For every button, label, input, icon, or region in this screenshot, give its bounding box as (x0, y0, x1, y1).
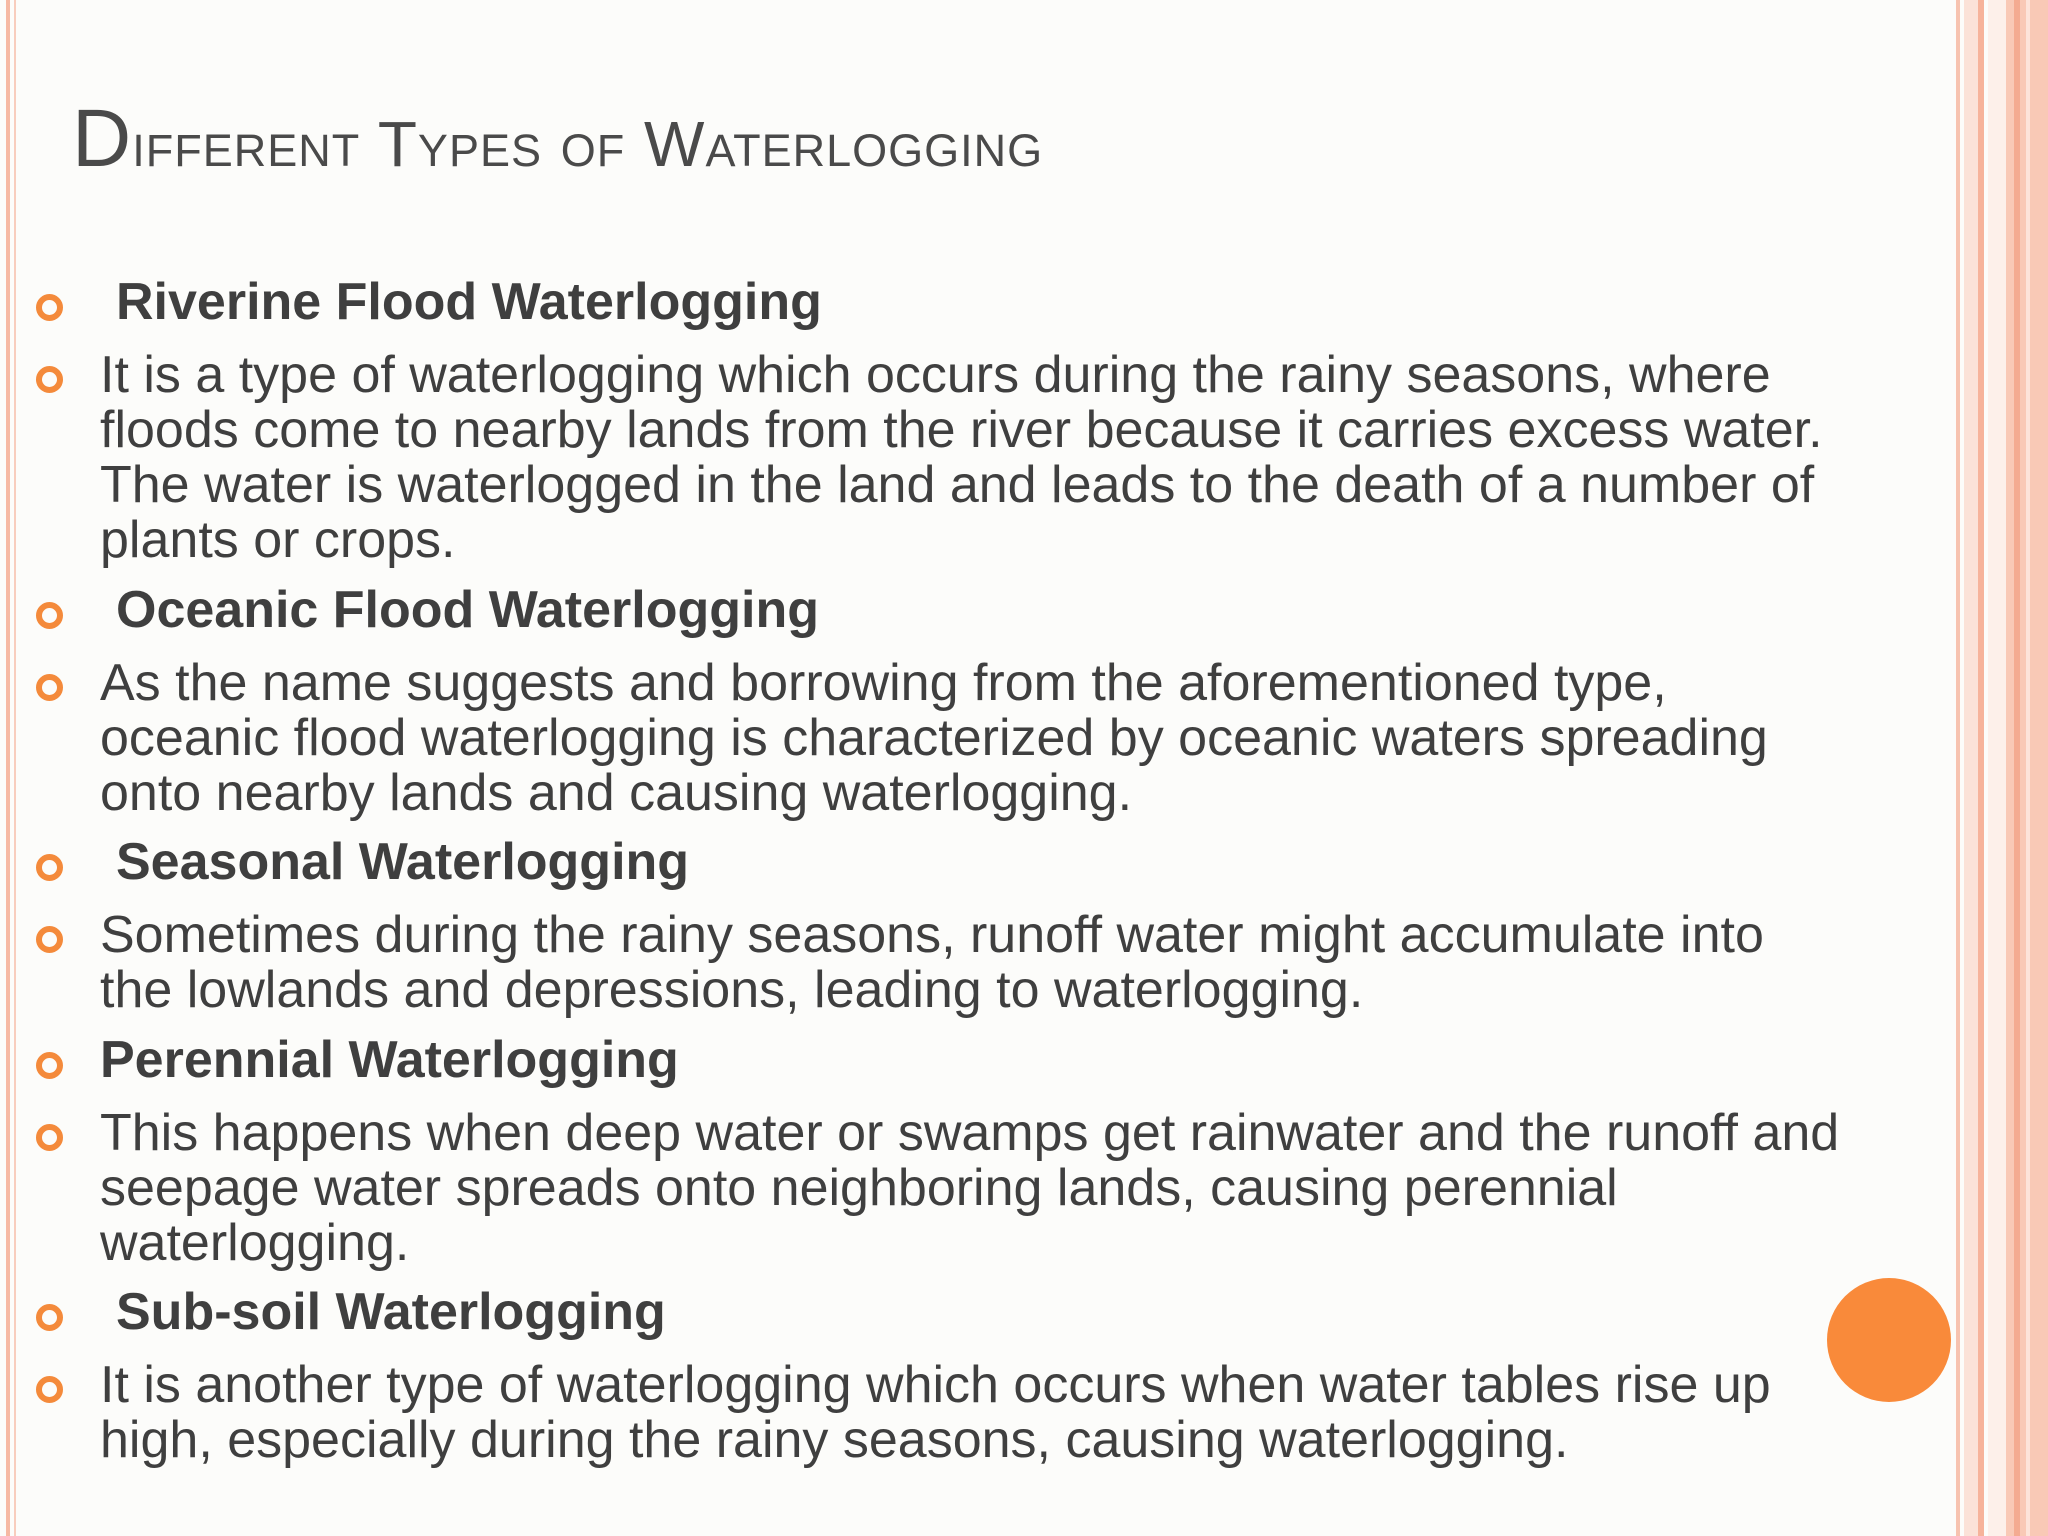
text-line: It is another type of waterlogging which occurs when water tables rise up (100, 1356, 1771, 1414)
bullet-ring-icon (36, 294, 63, 321)
text-line: Perennial Waterlogging (100, 1031, 679, 1089)
body-paragraph (100, 908, 1764, 1018)
text-line: Riverine Flood Waterlogging (116, 273, 822, 331)
bullet-ring-icon (36, 674, 63, 701)
text-line: It is a type of waterlogging which occurs during the rainy seasons, where (100, 346, 1771, 404)
text-line: Sometimes during the rainy seasons, runoff water might accumulate into (100, 906, 1764, 964)
bullet-ring-icon (36, 854, 63, 881)
text-line: high, especially during the rainy seasons, causing waterlogging. (100, 1411, 1569, 1469)
text-line: oceanic flood waterlogging is characterized by oceanic waters spreading (100, 709, 1768, 767)
text-line: plants or crops. (100, 511, 456, 569)
bullet-ring-icon (36, 1052, 63, 1079)
text-line: the lowlands and depressions, leading to waterlogging. (100, 961, 1364, 1019)
bullet-ring-icon (36, 926, 63, 953)
bullet-ring-icon (36, 366, 63, 393)
text-line: waterlogging. (100, 1214, 410, 1272)
text-line: floods come to nearby lands from the river because it carries excess water. (100, 401, 1823, 459)
bullet-ring-icon (36, 1124, 63, 1151)
text-line: Sub-soil Waterlogging (116, 1283, 666, 1341)
body-paragraph (100, 1358, 1771, 1468)
section-heading (116, 580, 819, 640)
text-line: Seasonal Waterlogging (116, 833, 690, 891)
bullet-ring-icon (36, 1376, 63, 1403)
text-line: The water is waterlogged in the land and leads to the death of a number of (100, 456, 1815, 514)
section-heading (116, 1282, 666, 1342)
text-line: seepage water spreads onto neighboring lands, causing perennial (100, 1159, 1618, 1217)
text-line: onto nearby lands and causing waterlogging. (100, 764, 1133, 822)
text-line: As the name suggests and borrowing from the aforementioned type, (100, 654, 1667, 712)
orange-circle-decoration (1827, 1278, 1951, 1402)
section-heading (116, 832, 689, 892)
bullet-ring-icon (36, 602, 63, 629)
slide-title: Different Types of Waterlogging (72, 93, 1044, 184)
body-paragraph (100, 656, 1768, 821)
section-heading (100, 1030, 679, 1090)
bullet-ring-icon (36, 1304, 63, 1331)
section-heading (116, 272, 822, 332)
text-line: This happens when deep water or swamps get rainwater and the runoff and (100, 1104, 1840, 1162)
text-line: Oceanic Flood Waterlogging (116, 581, 819, 639)
body-paragraph (100, 1106, 1839, 1271)
body-paragraph (100, 348, 1823, 568)
